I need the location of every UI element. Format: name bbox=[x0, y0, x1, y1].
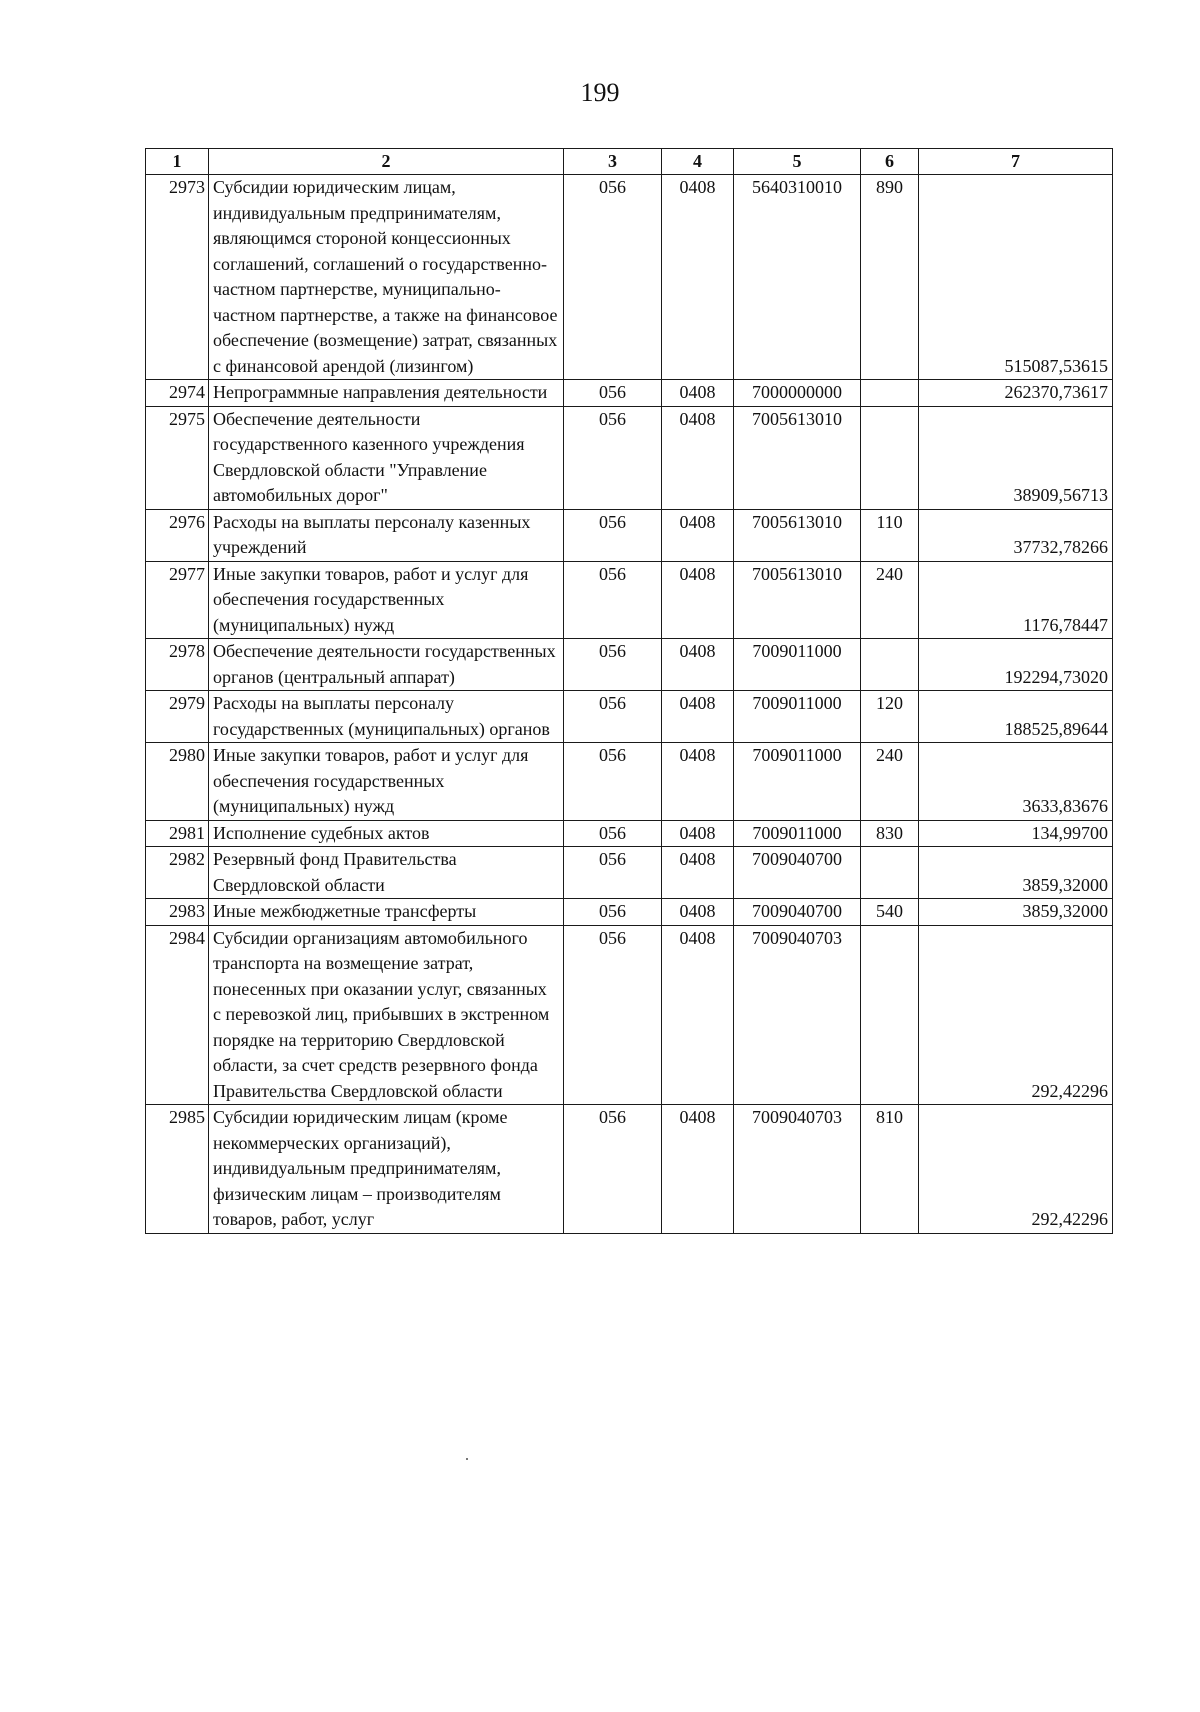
table-row bbox=[146, 743, 1113, 821]
row-name-cell: Расходы на выплаты персоналу государственных (муниципальных) органов bbox=[209, 691, 564, 743]
row-amount-cell: 292,42296 bbox=[919, 925, 1113, 1105]
table-row bbox=[146, 925, 1113, 1105]
row-expense-type-cell: 240 bbox=[861, 561, 919, 639]
table-row bbox=[146, 1105, 1113, 1234]
row-number-cell: 2980 bbox=[146, 743, 209, 821]
row-target-code-cell: 7009040703 bbox=[734, 925, 861, 1105]
row-section-code-cell: 0408 bbox=[662, 639, 734, 691]
row-number-cell: 2983 bbox=[146, 899, 209, 926]
row-amount-cell: 38909,56713 bbox=[919, 406, 1113, 509]
row-number-cell: 2979 bbox=[146, 691, 209, 743]
row-number-cell: 2974 bbox=[146, 380, 209, 407]
row-number-cell: 2975 bbox=[146, 406, 209, 509]
row-name-cell: Резервный фонд Правительства Свердловской области bbox=[209, 847, 564, 899]
row-expense-type-cell: 110 bbox=[861, 509, 919, 561]
table-row bbox=[146, 561, 1113, 639]
row-section-code-cell: 0408 bbox=[662, 743, 734, 821]
row-name-cell: Иные межбюджетные трансферты bbox=[209, 899, 564, 926]
row-section-code-cell: 0408 bbox=[662, 1105, 734, 1234]
row-grbs-code-cell: 056 bbox=[564, 406, 662, 509]
row-name-cell: Субсидии юридическим лицам (кроме некоммерческих организаций), индивидуальным предпринимателям, физическим лицам – производителям товаров, работ, услуг bbox=[209, 1105, 564, 1234]
row-section-code-cell: 0408 bbox=[662, 899, 734, 926]
row-grbs-code-cell: 056 bbox=[564, 925, 662, 1105]
row-expense-type-cell bbox=[861, 925, 919, 1105]
row-name-cell: Субсидии юридическим лицам, индивидуальным предпринимателям, являющимся стороной концессионных соглашений, соглашений о государственно-частном партнерстве, муниципально-частном партнерстве, а также на финансовое обеспечение (возмещение) затрат, связанных с финансовой арендой (лизингом) bbox=[209, 175, 564, 380]
row-section-code-cell: 0408 bbox=[662, 925, 734, 1105]
table-row bbox=[146, 380, 1113, 407]
table-row bbox=[146, 691, 1113, 743]
row-name-cell: Непрограммные направления деятельности bbox=[209, 380, 564, 407]
row-target-code-cell: 7009040703 bbox=[734, 1105, 861, 1234]
row-number-cell: 2982 bbox=[146, 847, 209, 899]
row-number-cell: 2978 bbox=[146, 639, 209, 691]
column-header-3: 3 bbox=[564, 149, 662, 175]
row-name-cell: Обеспечение деятельности государственного казенного учреждения Свердловской области "Управление автомобильных дорог" bbox=[209, 406, 564, 509]
row-amount-cell: 3633,83676 bbox=[919, 743, 1113, 821]
row-expense-type-cell: 120 bbox=[861, 691, 919, 743]
row-expense-type-cell: 830 bbox=[861, 820, 919, 847]
row-name-cell: Расходы на выплаты персоналу казенных учреждений bbox=[209, 509, 564, 561]
row-amount-cell: 515087,53615 bbox=[919, 175, 1113, 380]
header-row bbox=[146, 149, 1113, 175]
row-number-cell: 2985 bbox=[146, 1105, 209, 1234]
table-row bbox=[146, 509, 1113, 561]
column-header-4: 4 bbox=[662, 149, 734, 175]
row-number-cell: 2973 bbox=[146, 175, 209, 380]
row-number-cell: 2977 bbox=[146, 561, 209, 639]
row-grbs-code-cell: 056 bbox=[564, 899, 662, 926]
scan-speck bbox=[466, 1458, 468, 1460]
row-section-code-cell: 0408 bbox=[662, 406, 734, 509]
row-amount-cell: 292,42296 bbox=[919, 1105, 1113, 1234]
row-section-code-cell: 0408 bbox=[662, 561, 734, 639]
row-grbs-code-cell: 056 bbox=[564, 847, 662, 899]
row-target-code-cell: 5640310010 bbox=[734, 175, 861, 380]
row-target-code-cell: 7009011000 bbox=[734, 820, 861, 847]
row-grbs-code-cell: 056 bbox=[564, 820, 662, 847]
row-number-cell: 2981 bbox=[146, 820, 209, 847]
budget-table bbox=[145, 148, 1113, 1234]
table-row bbox=[146, 820, 1113, 847]
column-header-7: 7 bbox=[919, 149, 1113, 175]
row-name-cell: Иные закупки товаров, работ и услуг для обеспечения государственных (муниципальных) нужд bbox=[209, 743, 564, 821]
row-expense-type-cell bbox=[861, 639, 919, 691]
row-amount-cell: 188525,89644 bbox=[919, 691, 1113, 743]
row-amount-cell: 134,99700 bbox=[919, 820, 1113, 847]
row-amount-cell: 262370,73617 bbox=[919, 380, 1113, 407]
table-header bbox=[146, 149, 1113, 175]
row-section-code-cell: 0408 bbox=[662, 691, 734, 743]
row-grbs-code-cell: 056 bbox=[564, 743, 662, 821]
row-number-cell: 2984 bbox=[146, 925, 209, 1105]
row-amount-cell: 3859,32000 bbox=[919, 899, 1113, 926]
row-expense-type-cell: 810 bbox=[861, 1105, 919, 1234]
row-expense-type-cell bbox=[861, 406, 919, 509]
row-grbs-code-cell: 056 bbox=[564, 1105, 662, 1234]
row-expense-type-cell bbox=[861, 847, 919, 899]
table-row bbox=[146, 899, 1113, 926]
row-expense-type-cell: 890 bbox=[861, 175, 919, 380]
column-header-5: 5 bbox=[734, 149, 861, 175]
row-grbs-code-cell: 056 bbox=[564, 509, 662, 561]
row-target-code-cell: 7005613010 bbox=[734, 561, 861, 639]
row-target-code-cell: 7009040700 bbox=[734, 899, 861, 926]
page-number: 199 bbox=[580, 78, 620, 107]
row-target-code-cell: 7009040700 bbox=[734, 847, 861, 899]
row-section-code-cell: 0408 bbox=[662, 847, 734, 899]
table-row bbox=[146, 175, 1113, 380]
column-header-2: 2 bbox=[209, 149, 564, 175]
row-number-cell: 2976 bbox=[146, 509, 209, 561]
table-row bbox=[146, 639, 1113, 691]
table-row bbox=[146, 406, 1113, 509]
column-header-6: 6 bbox=[861, 149, 919, 175]
row-grbs-code-cell: 056 bbox=[564, 639, 662, 691]
row-name-cell: Субсидии организациям автомобильного транспорта на возмещение затрат, понесенных при оказании услуг, связанных с перевозкой лиц, прибывших в экстренном порядке на территорию Свердловской области, за счет средств резервного фонда Правительства Свердловской области bbox=[209, 925, 564, 1105]
table-row bbox=[146, 847, 1113, 899]
row-expense-type-cell bbox=[861, 380, 919, 407]
row-target-code-cell: 7009011000 bbox=[734, 691, 861, 743]
row-target-code-cell: 7000000000 bbox=[734, 380, 861, 407]
row-name-cell: Иные закупки товаров, работ и услуг для обеспечения государственных (муниципальных) нужд bbox=[209, 561, 564, 639]
table-body bbox=[146, 175, 1113, 1234]
row-target-code-cell: 7005613010 bbox=[734, 406, 861, 509]
row-section-code-cell: 0408 bbox=[662, 509, 734, 561]
row-section-code-cell: 0408 bbox=[662, 175, 734, 380]
row-section-code-cell: 0408 bbox=[662, 820, 734, 847]
row-grbs-code-cell: 056 bbox=[564, 175, 662, 380]
row-expense-type-cell: 540 bbox=[861, 899, 919, 926]
row-target-code-cell: 7005613010 bbox=[734, 509, 861, 561]
row-grbs-code-cell: 056 bbox=[564, 691, 662, 743]
row-section-code-cell: 0408 bbox=[662, 380, 734, 407]
row-grbs-code-cell: 056 bbox=[564, 561, 662, 639]
row-amount-cell: 192294,73020 bbox=[919, 639, 1113, 691]
row-grbs-code-cell: 056 bbox=[564, 380, 662, 407]
row-amount-cell: 1176,78447 bbox=[919, 561, 1113, 639]
row-name-cell: Исполнение судебных актов bbox=[209, 820, 564, 847]
row-expense-type-cell: 240 bbox=[861, 743, 919, 821]
row-target-code-cell: 7009011000 bbox=[734, 743, 861, 821]
column-header-1: 1 bbox=[146, 149, 209, 175]
row-target-code-cell: 7009011000 bbox=[734, 639, 861, 691]
row-amount-cell: 3859,32000 bbox=[919, 847, 1113, 899]
row-amount-cell: 37732,78266 bbox=[919, 509, 1113, 561]
row-name-cell: Обеспечение деятельности государственных органов (центральный аппарат) bbox=[209, 639, 564, 691]
